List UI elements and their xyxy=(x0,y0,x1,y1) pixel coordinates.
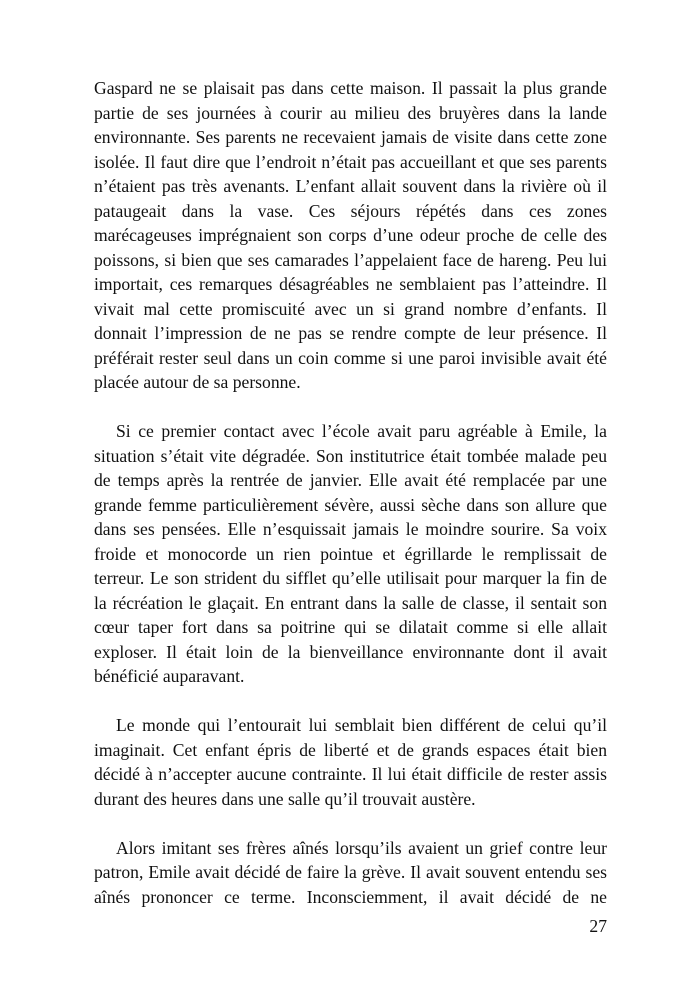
page-body xyxy=(94,76,607,934)
paragraph: Si ce premier contact avec l’école avait paru agréable à Emile, la situation s’était vite dégradée. Son institutrice était tombée malade peu de temps après la rentrée de janvier. Elle avait été remplacée par une grande femme particulièrement sévère, aussi sèche dans son allure que dans ses pensées. Elle n’esquissait jamais le moindre sourire. Sa voix froide et monocorde un rien pointue et égrillarde le remplissait de terreur. Le son strident du sifflet qu’elle utilisait pour marquer la fin de la récréation le glaçait. En entrant dans la salle de classe, il sentait son cœur taper fort dans sa poitrine qui se dilatait comme si elle allait exploser. Il était loin de la bienveillance environnante dont il avait bénéficié auparavant. xyxy=(94,421,607,686)
paragraph: Le monde qui l’entourait lui semblait bien différent de celui qu’il imaginait. Cet enfant épris de liberté et de grands espaces était bien décidé à n’accepter aucune contrainte. Il lui était difficile de rester assis durant des heures dans une salle qu’il trouvait austère. xyxy=(94,715,607,809)
paragraph: Alors imitant ses frères aînés lorsqu’ils avaient un grief contre leur patron, Emile avait décidé de faire la grève. Il avait souvent entendu ses aînés prononcer ce terme. Inconsciemment, il avait décidé de ne xyxy=(94,837,607,907)
page-number: 27 xyxy=(589,916,607,936)
paragraph: Gaspard ne se plaisait pas dans cette maison. Il passait la plus grande partie de ses journées à courir au milieu des bruyères dans la lande environnante. Ses parents ne recevaient jamais de visite dans cette zone isolée. Il faut dire que l’endroit n’était pas accueillant et que ses parents n’étaient pas très avenants. L’enfant allait souvent dans la rivière où il pataugeait dans la vase. Ces séjours répétés dans ces zones marécageuses imprégnaient son corps d’une odeur proche de celle des poissons, si bien que ses camarades l’appelaient face de hareng. Peu lui importait, ces remarques désagréables ne semblaient pas l’atteindre. Il vivait mal cette promiscuité avec un si grand nombre d’enfants. Il donnait l’impression de ne pas se rendre compte de leur présence. Il préférait rester seul dans un coin comme si une paroi invisible avait été placée autour de sa personne. xyxy=(94,78,607,392)
